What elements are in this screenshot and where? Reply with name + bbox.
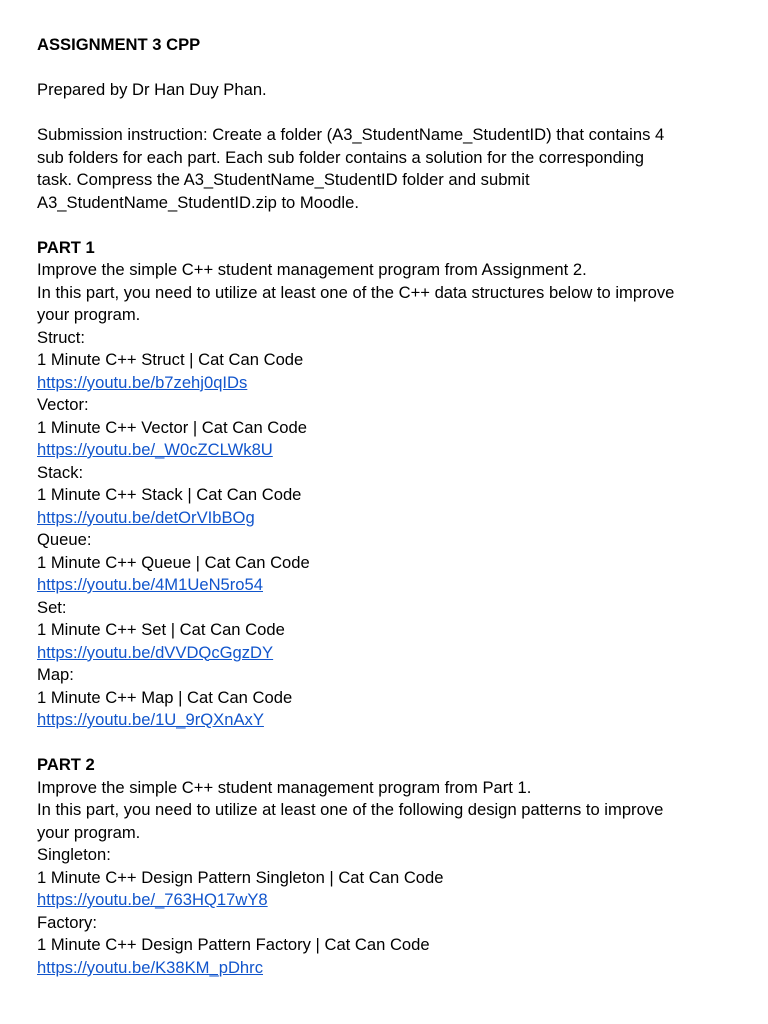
spacer	[37, 102, 737, 125]
map-video-link[interactable]: https://youtu.be/1U_9rQXnAxY	[37, 710, 264, 729]
stack-video-title: 1 Minute C++ Stack | Cat Can Code	[37, 485, 302, 504]
vector-video-title: 1 Minute C++ Vector | Cat Can Code	[37, 417, 307, 437]
part-2-intro-line: Improve the simple C++ student management program from Part 1.	[37, 777, 532, 797]
factory-video-link[interactable]: https://youtu.be/K38KM_pDhrc	[37, 957, 263, 977]
part-1-intro-line: your program.	[37, 305, 141, 324]
stack-label: Stack:	[37, 462, 84, 482]
part-1-heading: PART 1	[37, 237, 95, 257]
submission-line: Submission instruction: Create a folder (A3_StudentName_StudentID) that contains 4	[37, 125, 665, 144]
document-title: ASSIGNMENT 3 CPP	[37, 35, 201, 54]
vector-video-link[interactable]: https://youtu.be/_W0cZCLWk8U	[37, 440, 273, 459]
queue-video-link[interactable]: https://youtu.be/4M1UeN5ro54	[37, 575, 263, 594]
struct-label: Struct:	[37, 327, 85, 347]
part-1-intro-line: In this part, you need to utilize at least one of the C++ data structures below to improve	[37, 282, 675, 302]
submission-line: A3_StudentName_StudentID.zip to Moodle.	[37, 192, 359, 212]
set-video-link[interactable]: https://youtu.be/dVVDQcGgzDY	[37, 642, 274, 662]
factory-video-title: 1 Minute C++ Design Pattern Factory | Cat Can Code	[37, 935, 430, 954]
part-2-intro-line: your program.	[37, 822, 141, 842]
singleton-video-link[interactable]: https://youtu.be/_763HQ17wY8	[37, 890, 268, 909]
submission-line: task. Compress the A3_StudentName_StudentID folder and submit	[37, 170, 530, 189]
factory-label: Factory:	[37, 912, 97, 932]
submission-instructions	[37, 124, 737, 214]
singleton-label: Singleton:	[37, 845, 111, 864]
part-1-intro-line: Improve the simple C++ student management program from Assignment 2.	[37, 260, 587, 279]
part-2-section	[37, 754, 737, 979]
struct-video-title: 1 Minute C++ Struct | Cat Can Code	[37, 350, 304, 369]
part-2-heading: PART 2	[37, 755, 95, 774]
queue-video-title: 1 Minute C++ Queue | Cat Can Code	[37, 552, 310, 572]
vector-label: Vector:	[37, 395, 89, 414]
stack-video-link[interactable]: https://youtu.be/detOrVIbBOg	[37, 507, 255, 527]
submission-line: sub folders for each part. Each sub folder contains a solution for the corresponding	[37, 147, 644, 167]
map-label: Map:	[37, 665, 74, 684]
document-page	[37, 34, 737, 979]
map-video-title: 1 Minute C++ Map | Cat Can Code	[37, 687, 293, 707]
spacer	[37, 214, 737, 237]
part-2-intro-line: In this part, you need to utilize at least one of the following design patterns to improve	[37, 800, 664, 819]
set-video-title: 1 Minute C++ Set | Cat Can Code	[37, 620, 285, 639]
part-1-section	[37, 237, 737, 732]
queue-label: Queue:	[37, 530, 92, 549]
struct-video-link[interactable]: https://youtu.be/b7zehj0qIDs	[37, 372, 248, 392]
author-line: Prepared by Dr Han Duy Phan.	[37, 80, 267, 99]
set-label: Set:	[37, 597, 67, 617]
spacer	[37, 732, 737, 755]
singleton-video-title: 1 Minute C++ Design Pattern Singleton | Cat Can Code	[37, 867, 444, 887]
spacer	[37, 57, 737, 80]
